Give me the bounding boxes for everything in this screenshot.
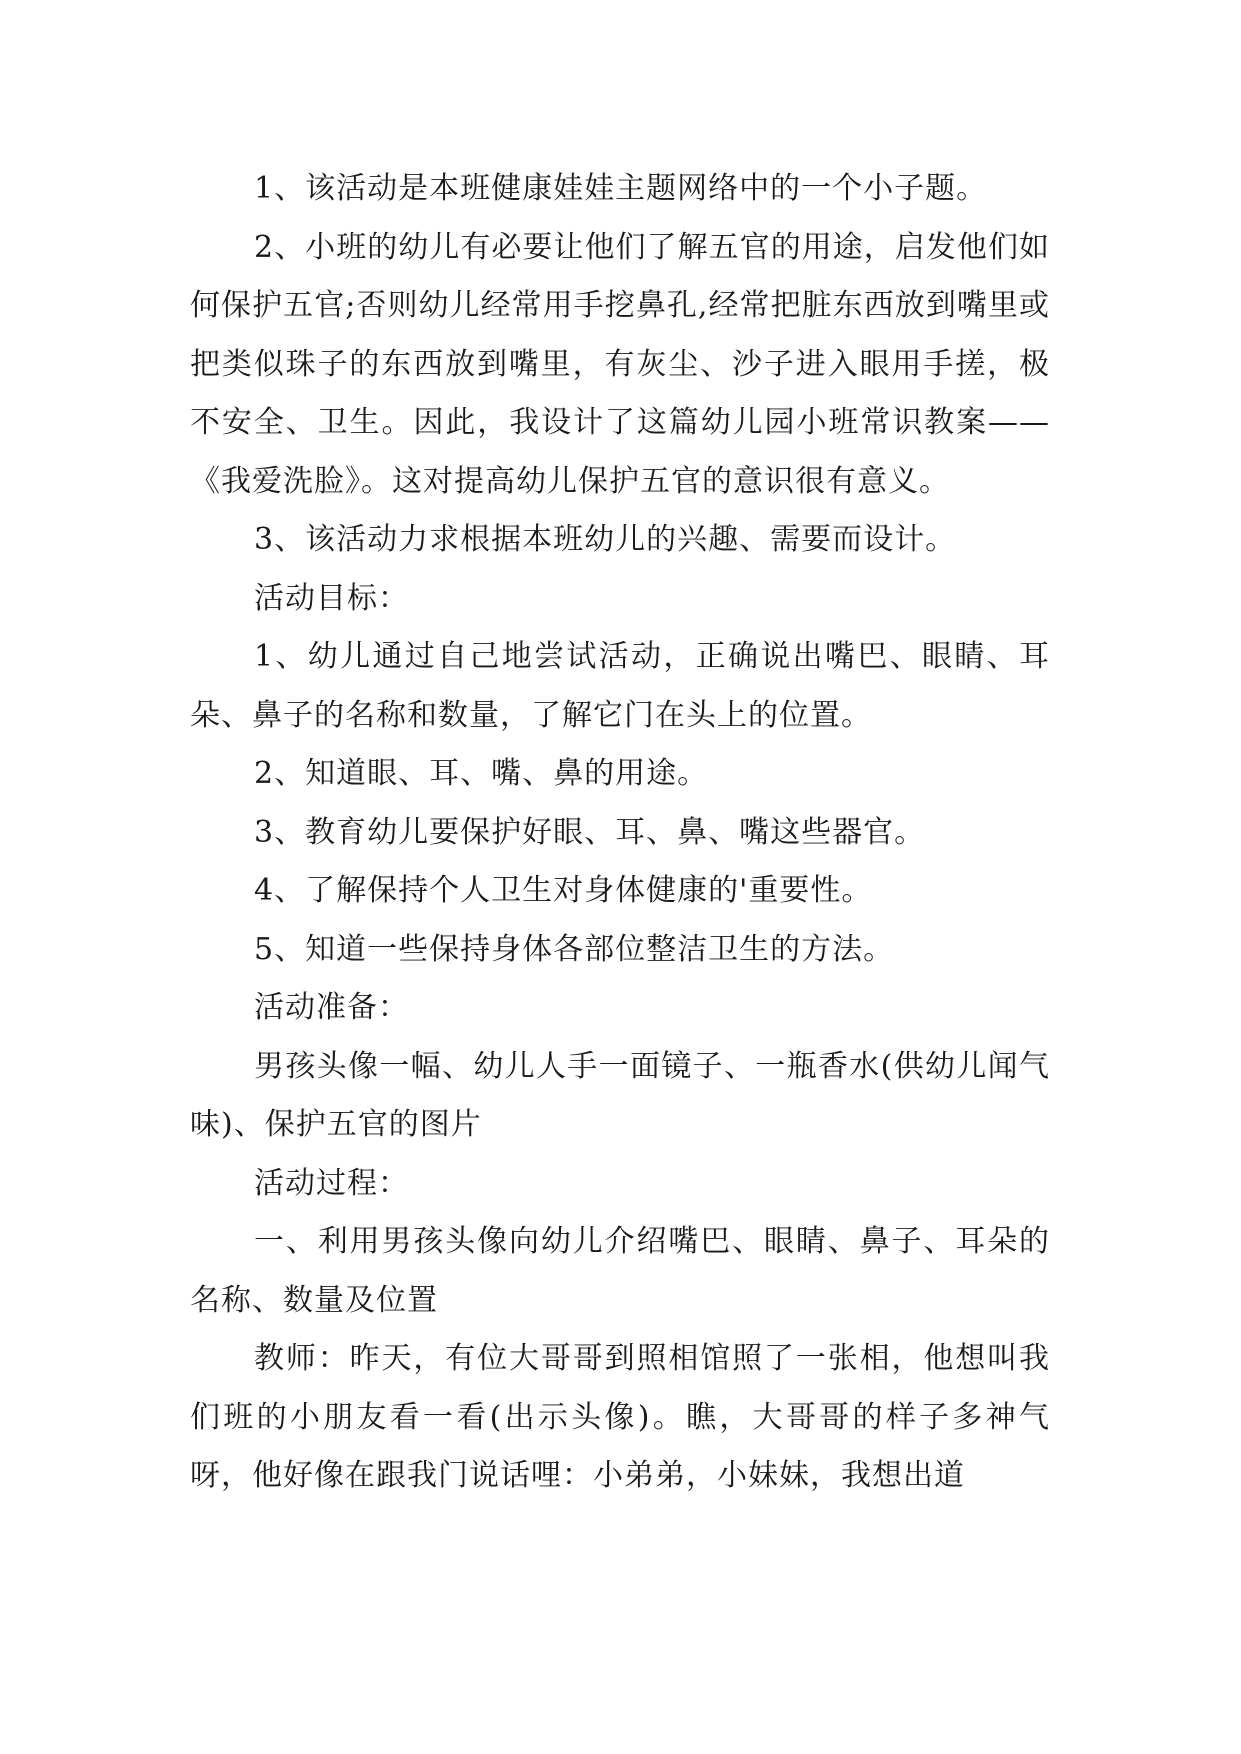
- goal-item-3: 3、教育幼儿要保护好眼、耳、鼻、嘴这些器官。: [254, 814, 926, 850]
- paragraph-background-3: 3、该活动力求根据本班幼儿的兴趣、需要而设计。: [254, 522, 957, 557]
- goal-item-2: 2、知道眼、耳、嘴、鼻的用途。: [254, 756, 709, 791]
- process-step-1: 一、利用男孩头像向幼儿介绍嘴巴、眼睛、鼻子、耳朵的名称、数量及位置: [190, 1224, 1050, 1318]
- goal-item-1: 1、幼儿通过自己地尝试活动，正确说出嘴巴、眼睛、耳朵、鼻子的名称和数量，了解它门在头上的位置。: [190, 639, 1050, 733]
- document-page: [190, 160, 1050, 1506]
- section-heading-goals: 活动目标：: [254, 580, 409, 616]
- preparation-text: 男孩头像一幅、幼儿人手一面镜子、一瓶香水(供幼儿闻气味)、保护五官的图片: [190, 1048, 1050, 1142]
- paragraph-background-1: 1、该活动是本班健康娃娃主题网络中的一个小子题。: [254, 171, 988, 206]
- goal-item-5: 5、知道一些保持身体各部位整洁卫生的方法。: [254, 931, 895, 967]
- section-heading-process: 活动过程：: [254, 1165, 409, 1201]
- section-heading-preparation: 活动准备：: [254, 990, 409, 1025]
- goal-item-4: 4、了解保持个人卫生对身体健康的'重要性。: [254, 873, 873, 908]
- paragraph-background-2: 2、小班的幼儿有必要让他们了解五官的用途，启发他们如何保护五官;否则幼儿经常用手挖鼻孔,经常把脏东西放到嘴里或把类似珠子的东西放到嘴里，有灰尘、沙子进入眼用手搓，极不安全、卫生。因此，我设计了这篇幼儿园小班常识教案——《我爱洗脸》。这对提高幼儿保护五官的意识很有意义。: [190, 229, 1050, 499]
- teacher-dialogue: 教师：昨天，有位大哥哥到照相馆照了一张相，他想叫我们班的小朋友看一看(出示头像)。瞧，大哥哥的样子多神气呀，他好像在跟我门说话哩：小弟弟，小妹妹，我想出道: [190, 1341, 1050, 1493]
